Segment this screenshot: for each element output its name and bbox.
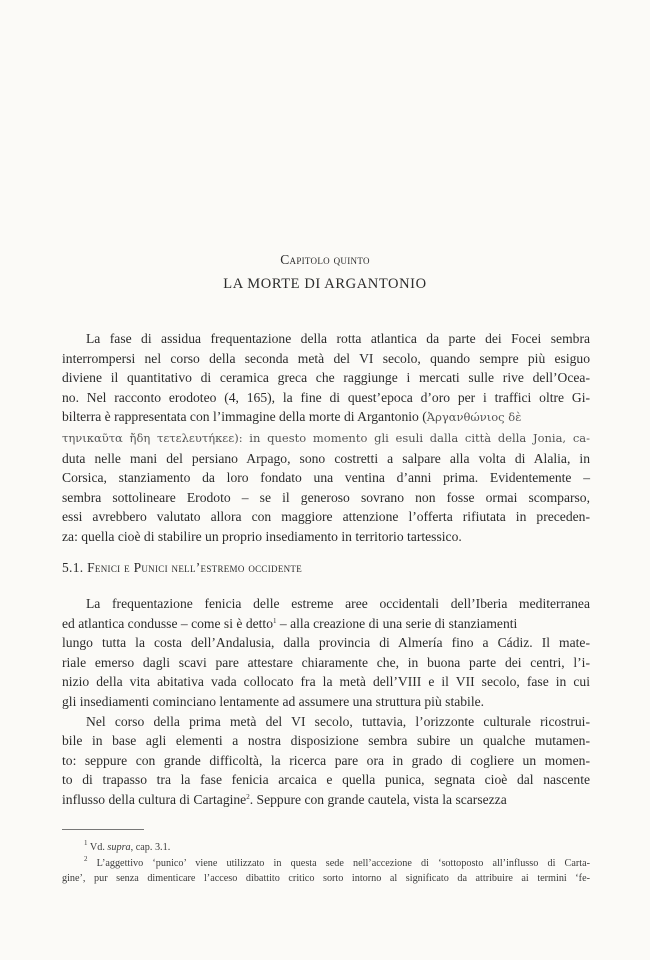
text-line: La frequentazione fenicia delle estreme aree occidentali dell’Iberia mediterranea	[86, 596, 590, 611]
text-line: riale emerso dagli scavi pare attestare chiaramente che, in buona parte dei centri, l’i-	[62, 654, 590, 670]
footnote-ref-2: 2	[246, 792, 250, 801]
footnote-mark: 1	[84, 839, 88, 847]
text-line: gli insediamenti cominciano lentamente ad assumere una struttura più stabile.	[62, 693, 485, 709]
footnote-divider	[62, 829, 144, 830]
footnote-2-continued: gine’, pur senza dimenticare l’acceso dibattito critico sorto intorno al significato da attribuire ai termini ‘fe-	[62, 873, 590, 884]
text-line: nizio della vita abitativa vada collocato fra la metà dell’VIII e il VII secolo, fase in cui	[62, 674, 590, 690]
text-line: ed atlantica condusse – come si è detto$^1$ – alla creazione di una serie di stanziamenti	[62, 615, 518, 631]
text-line: to di trapasso tra la fase fenicia arcaica e quella punica, segnata cioè dal nascente	[62, 772, 590, 788]
text-line: sembra sottolineare Erodoto – se il generoso sovrano non fosse ormai scomparso,	[62, 489, 590, 505]
footnote-1: $^1$ Vd. supra, cap. 3.1.	[84, 839, 171, 853]
section-heading: 5.1. Fenici e Punici nell’estremo occidente	[62, 560, 303, 575]
text-line: Nel corso della prima metà del VI secolo, tuttavia, l’orizzonte culturale ricostrui-	[86, 713, 590, 729]
footnote-ref-1: 1	[273, 616, 277, 625]
greek-quotation-continued: τηνικαῦτα ἤδη τετελευτήκεε): in questo momento gli esuli dalla città della Jonia, ca-	[62, 430, 590, 445]
text-line: influsso della cultura di Cartagine$^2$. Seppure con grande cautela, vista la scarsezza	[62, 791, 507, 807]
footnote-mark: 2	[84, 854, 88, 863]
chapter-title: LA MORTE DI ARGANTONIO	[223, 276, 427, 292]
text-line: za: quella cioè di stabilire un proprio insediamento in territorio tartessico.	[62, 528, 462, 544]
text-line: La fase di assidua frequentazione della rotta atlantica da parte dei Focei sembra	[86, 331, 590, 346]
text-line: lungo tutta la costa dell’Andalusia, dalla provincia di Almería fino a Cádiz. Il mate-	[62, 635, 590, 651]
greek-quotation: Ἀργανθώνιος δὲ	[426, 410, 522, 425]
body-paragraphs	[62, 594, 590, 810]
text-line-part: bilterra è rappresentata con l’immagine della morte di Argantonio (	[62, 409, 427, 425]
text-line: duta nelle mani del persiano Arpago, sono costretti a salpare alla volta di Alalia, in	[62, 450, 590, 466]
intro-paragraph	[62, 329, 590, 547]
text-line: no. Nel racconto erodoteo (4, 165), la fine di quest’epoca d’oro per i traffici oltre Gi-	[62, 389, 590, 405]
text-line: bile in base agli elementi a nostra disposizione sembra subire un qualche mutamen-	[62, 733, 590, 749]
text-line: interrompersi nel corso della seconda metà del VI secolo, quando sempre più esiguo	[62, 350, 590, 366]
text-line: essi avrebbero valutato allora con maggiore attenzione l’offerta rifiutata in preceden-	[62, 509, 590, 525]
chapter-label: Capitolo quinto	[280, 252, 370, 267]
text-line: Corsica, stanziamento da loro fondato una ventina d’anni prima. Evidentemente –	[62, 470, 590, 486]
text-line: to: seppure con grande difficoltà, la ricerca pare ora in grado di cogliere un momen-	[62, 752, 590, 768]
text-line	[62, 407, 590, 428]
text-line	[62, 428, 590, 449]
footnote-2: $^2$ L’aggettivo ‘punico’ viene utilizzato in questa sede nell’accezione di ‘sottoposto all’influsso di Carta-	[84, 854, 591, 869]
footnotes	[62, 840, 590, 887]
text-line: diviene il quantitativo di ceramica greca che raggiunge i mercati sulle rive dell’Ocea-	[62, 370, 590, 386]
